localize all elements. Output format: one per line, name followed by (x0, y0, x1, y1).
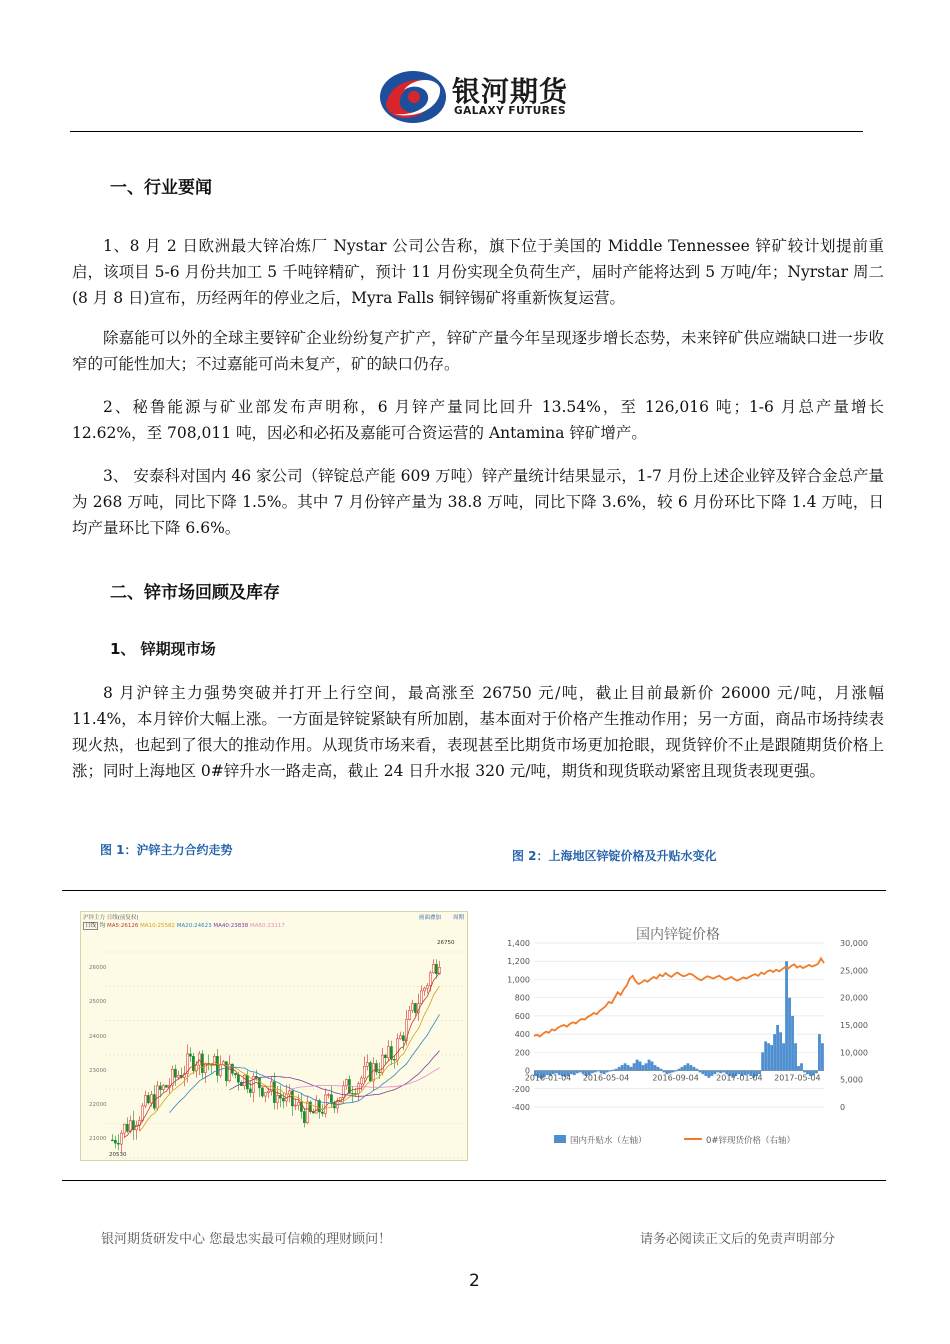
premium-bar (633, 1063, 636, 1070)
ma60-label: MA60:23117 (249, 923, 285, 929)
candle-body (306, 1102, 308, 1123)
left-axis-ticks (507, 939, 530, 1112)
premium-bar (648, 1060, 651, 1071)
right-tick-label: 0 (840, 1103, 846, 1112)
tab-daily[interactable]: 日线 (85, 923, 97, 929)
candle-body (258, 1078, 260, 1088)
premium-bar (594, 1071, 597, 1073)
premium-bar (704, 1071, 707, 1076)
premium-bar (615, 1069, 618, 1071)
candle-body (126, 1124, 128, 1131)
right-tick-label: 15,000 (840, 1021, 868, 1030)
ma5-label: MA5:26126 (107, 923, 139, 929)
premium-bar (818, 1034, 821, 1070)
left-tick-label: 1,200 (507, 957, 530, 967)
candle-body (345, 1079, 347, 1085)
x-tick-label: 2017-01-04 (716, 1073, 763, 1083)
ma20-label: MA20:24623 (176, 923, 212, 929)
candle-body (111, 1140, 113, 1141)
figure-1-caption: 图 1：沪锌主力合约走势 (100, 843, 233, 857)
premium-bar (612, 1070, 615, 1071)
candle-body (150, 1095, 152, 1103)
chart-topbar-left: 沪锌主力 日线(前复权) (83, 915, 139, 921)
candle-body (288, 1091, 290, 1094)
candle-body (123, 1124, 125, 1133)
candle-body (321, 1112, 323, 1114)
candle-body (375, 1063, 377, 1072)
candle-body (411, 1003, 413, 1010)
ma10-label: MA10:25582 (140, 923, 175, 929)
premium-bar (651, 1061, 654, 1070)
footer-right-text: 请务必阅读正文后的免责声明部分 (640, 1232, 836, 1247)
left-tick-label: 1,000 (507, 975, 530, 985)
figure-1-candlestick-chart (80, 911, 468, 1161)
premium-bars (534, 961, 824, 1079)
legend-bar-swatch (554, 1135, 566, 1143)
price-label-25000: 25000 (89, 999, 107, 1005)
candle-body (324, 1095, 326, 1113)
candle-body (282, 1098, 284, 1101)
candle-body (384, 1055, 386, 1058)
candle-body (114, 1140, 116, 1143)
logo-english-name: GALAXY FUTURES (454, 105, 567, 117)
premium-bar (776, 1025, 779, 1071)
candle-body (267, 1091, 269, 1092)
premium-bar (573, 1071, 576, 1076)
high-price-label: 26750 (437, 940, 455, 946)
logo-chinese-name: 银河期货 (452, 75, 569, 108)
right-tick-label: 30,000 (840, 939, 868, 948)
premium-bar (597, 1071, 600, 1072)
legend-bar-label: 国内升贴水（左轴） (570, 1136, 647, 1146)
x-tick-label: 2016-01-04 (524, 1073, 572, 1083)
chart-period-button[interactable]: 周期 (452, 915, 464, 921)
candle-body (318, 1100, 320, 1111)
moving-average-line (230, 1051, 440, 1097)
company-logo (378, 66, 598, 126)
premium-bar (692, 1067, 695, 1071)
price-label-26000: 26000 (89, 965, 107, 971)
left-tick-label: -200 (511, 1084, 530, 1094)
chart-title: 国内锌锭价格 (636, 927, 720, 943)
candle-body (297, 1102, 299, 1105)
candle-body (402, 1036, 404, 1041)
candle-body (249, 1089, 251, 1093)
premium-bar (767, 1043, 770, 1070)
candle-body (342, 1085, 344, 1097)
left-tick-label: 800 (514, 993, 530, 1003)
candle-body (303, 1111, 305, 1122)
candle-body (243, 1075, 245, 1085)
premium-bar (722, 1071, 725, 1073)
footer-left-text: 银河期货研发中心 您最忠实最可信赖的理财顾问！ (101, 1232, 392, 1247)
price-label-21000: 21000 (89, 1136, 107, 1142)
page-number: 2 (469, 1271, 480, 1291)
candle-body (429, 973, 431, 986)
premium-bar (675, 1071, 678, 1072)
price-label-22000: 22000 (89, 1102, 107, 1108)
section-1-paragraph-2 (72, 325, 884, 377)
left-tick-label: 600 (514, 1011, 530, 1021)
chart-legend (554, 1135, 795, 1146)
premium-bar (678, 1069, 681, 1071)
premium-bar (794, 1043, 797, 1070)
candle-body (366, 1063, 368, 1067)
premium-bar (698, 1071, 701, 1073)
premium-bar (782, 1043, 785, 1070)
candle-body (147, 1095, 149, 1103)
candle-body (372, 1063, 374, 1081)
candle-body (189, 1054, 191, 1056)
premium-bar (663, 1071, 666, 1073)
section-1-paragraph-1 (72, 233, 884, 311)
candle-body (399, 1036, 401, 1039)
premium-bar (689, 1065, 692, 1070)
paragraph-text: 8 月沪锌主力强势突破并打开上行空间，最高涨至 26750 元/吨，截止目前最新价 26000 元/吨，月涨幅 11.4%，本月锌价大幅上涨。一方面是锌锭紧缺有所加剧，基本面对于价格产生推动作用；另一方面，商品市场持续表现火热，也起到了很大的推动作用。从现货市场来看，表现甚至比期货市场更加抢眼，现货锌价不止是跟随期货价格上涨；同时上海地区 0#锌升水一路走高，截止 24 日升水报 320 元/吨，期货和现货联动紧密且现货表现更强。 (72, 684, 884, 780)
x-tick-label: 2016-05-04 (582, 1073, 630, 1083)
section-1-paragraph-4 (72, 463, 884, 541)
premium-bar (761, 1052, 764, 1070)
candle-body (426, 985, 428, 988)
premium-bar (716, 1071, 719, 1073)
right-tick-label: 20,000 (840, 993, 868, 1003)
premium-bar (785, 961, 788, 1070)
candle-body (393, 1059, 395, 1060)
candle-body (354, 1094, 356, 1095)
premium-bar (606, 1071, 609, 1073)
premium-bar (773, 1034, 776, 1070)
candle-body (423, 988, 425, 991)
section-2-title: 二、锌市场回顾及库存 (110, 583, 280, 603)
paragraph-text: 2、秘鲁能源与矿业部发布声明称，6 月锌产量同比回升 13.54%，至 126,016 吨；1-6 月总产量增长 12.62%，至 708,011 吨，因必和必拓及嘉能可合资运营的 Antamina 锌矿增产。 (72, 398, 884, 442)
premium-bar (642, 1065, 645, 1070)
candle-body (276, 1095, 278, 1102)
candle-body (369, 1063, 371, 1081)
premium-bar (609, 1071, 612, 1072)
moving-average-line (170, 1014, 440, 1112)
left-tick-label: -400 (511, 1103, 530, 1112)
candle-body (120, 1133, 122, 1144)
candle-body (264, 1093, 266, 1096)
premium-bar (630, 1067, 633, 1071)
right-axis-ticks (840, 939, 868, 1112)
candle-body (408, 1010, 410, 1019)
candle-body (144, 1095, 146, 1106)
candle-body (117, 1143, 119, 1144)
candle-body (225, 1062, 227, 1081)
x-tick-label: 2016-09-04 (652, 1073, 699, 1083)
premium-bar (821, 1043, 824, 1070)
figure-bottom-divider (62, 1180, 886, 1181)
chart-overlay-button[interactable]: 画面叠加 (418, 915, 441, 921)
premium-bar (654, 1065, 657, 1070)
candle-body (192, 1056, 194, 1070)
paragraph-text: 除嘉能可以外的全球主要锌矿企业纷纷复产扩产，锌矿产量今年呈现逐步增长态势，未来锌矿供应端缺口进一步收窄的可能性加大；不过嘉能可尚未复产，矿的缺口仍存。 (72, 329, 884, 373)
candle-body (162, 1085, 164, 1089)
x-axis-ticks (525, 1074, 821, 1083)
candle-body (159, 1086, 161, 1090)
premium-bar (683, 1065, 686, 1070)
price-label-23000: 23000 (89, 1068, 107, 1074)
section-1-title: 一、行业要闻 (110, 178, 212, 198)
candle-body (420, 991, 422, 1004)
candle-body (435, 964, 437, 973)
premium-bar (803, 1071, 806, 1073)
premium-bar (791, 1016, 794, 1071)
premium-bar (645, 1063, 648, 1070)
premium-bar (788, 998, 791, 1071)
premium-bar (624, 1063, 627, 1070)
section-1-paragraph-3 (72, 394, 884, 446)
x-tick-label: 2017-05-04 (774, 1073, 821, 1083)
subsection-1-paragraph (72, 680, 884, 784)
candlestick-plot (81, 912, 467, 1160)
premium-bar (579, 1071, 582, 1073)
candle-body (294, 1105, 296, 1106)
tab-average[interactable]: 均 (99, 923, 106, 929)
premium-bar (800, 1063, 803, 1070)
premium-bar (639, 1061, 642, 1070)
premium-bar (660, 1069, 663, 1071)
candle-body (360, 1078, 362, 1084)
candle-body (261, 1088, 263, 1096)
premium-bar (680, 1067, 683, 1071)
candle-body (165, 1085, 167, 1087)
premium-bar (701, 1071, 704, 1075)
premium-bar (710, 1071, 713, 1076)
candle-body (234, 1073, 236, 1074)
paragraph-text: 3、 安泰科对国内 46 家公司（锌锭总产能 609 万吨）锌产量统计结果显示，1-7 月份上述企业锌及锌合金总产量为 268 万吨，同比下降 1.5%。其中 7 月份锌产量为 38.8 万吨，同比下降 3.6%，较 6 月份环比下降 1.4 万吨，日均产量环比下降 6.6%。 (72, 467, 884, 537)
premium-bar (618, 1067, 621, 1071)
candle-body (174, 1069, 176, 1077)
candle-body (216, 1056, 218, 1075)
figure-top-divider (62, 890, 886, 891)
premium-bar (636, 1060, 639, 1071)
candle-body (330, 1095, 332, 1103)
premium-bar (627, 1065, 630, 1070)
left-tick-label: 400 (514, 1030, 530, 1040)
price-label-24000: 24000 (89, 1034, 107, 1040)
candle-body (141, 1106, 143, 1121)
candle-body (351, 1093, 353, 1094)
right-tick-label: 5,000 (840, 1075, 863, 1085)
subsection-1-title: 1、 锌期现市场 (110, 640, 216, 658)
candle-body (414, 1003, 416, 1012)
premium-bar (686, 1063, 689, 1070)
right-tick-label: 10,000 (840, 1048, 868, 1058)
candle-body (177, 1075, 179, 1077)
ma40-label: MA40:23838 (213, 923, 249, 929)
premium-bar (657, 1067, 660, 1071)
low-price-label: 20530 (109, 1152, 127, 1158)
galaxy-swirl-icon (378, 66, 448, 126)
legend-line-label: 0#锌现货价格（右轴） (706, 1136, 796, 1146)
candle-body (363, 1066, 365, 1078)
candle-body (279, 1095, 281, 1098)
header-divider (70, 131, 863, 132)
premium-bar (764, 1041, 767, 1070)
right-tick-label: 25,000 (840, 966, 868, 976)
paragraph-text: 1、8 月 2 日欧洲最大锌冶炼厂 Nystar 公司公告称，旗下位于美国的 Middle Tennessee 锌矿较计划提前重启，该项目 5-6 月份共加工 5 千吨锌精矿，预计 11 月份实现全负荷生产，届时产能将达到 5 万吨/年；Nyrstar 周二(8 月 8 日)宣布，历经两年的停业之后，Myra Falls 铜锌锡矿将重新恢复运营。 (72, 237, 884, 307)
premium-bar (770, 1045, 773, 1071)
candle-body (378, 1072, 380, 1073)
premium-bar (779, 1032, 782, 1070)
candle-body (396, 1039, 398, 1060)
left-tick-label: 0 (524, 1066, 530, 1076)
premium-bar (576, 1071, 579, 1074)
premium-bar (797, 1066, 800, 1071)
figure-2-dual-axis-chart (488, 915, 868, 1155)
candle-body (432, 964, 434, 973)
candle-body (237, 1075, 239, 1082)
premium-bar (695, 1069, 698, 1071)
candle-body (387, 1047, 389, 1058)
candle-body (327, 1095, 329, 1096)
premium-bar (672, 1071, 675, 1073)
premium-bar (707, 1071, 710, 1078)
candle-body (381, 1055, 383, 1072)
left-tick-label: 200 (514, 1048, 530, 1058)
left-tick-label: 1,400 (507, 939, 530, 948)
figure-2-caption: 图 2：上海地区锌锭价格及升贴水变化 (512, 849, 717, 863)
premium-bar (621, 1065, 624, 1070)
